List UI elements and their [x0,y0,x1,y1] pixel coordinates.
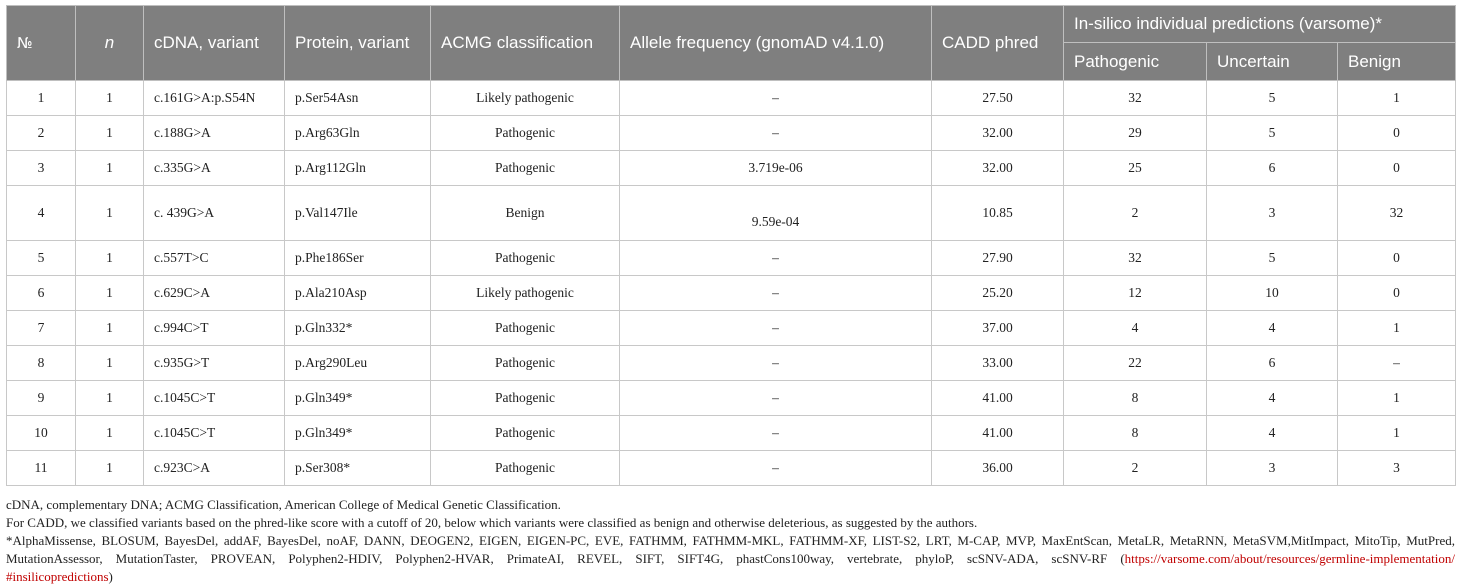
cell-allele-frequency: – [620,346,932,381]
cell-n: 1 [76,451,144,486]
cell-cadd: 27.50 [932,81,1064,116]
cell-protein: p.Val147Ile [285,186,431,241]
cell-cadd: 10.85 [932,186,1064,241]
cell-pathogenic: 12 [1064,276,1207,311]
cell-pathogenic: 8 [1064,416,1207,451]
cell-cdna: c.1045C>T [144,416,285,451]
cell-allele-frequency: 9.59e-04 [620,186,932,241]
cell-cadd: 25.20 [932,276,1064,311]
cell-no: 11 [7,451,76,486]
table-body [7,81,1456,486]
header-cdna: cDNA, variant [144,6,285,81]
cell-pathogenic: 25 [1064,151,1207,186]
table-row [7,116,1456,151]
cell-acmg: Pathogenic [431,346,620,381]
cell-benign: 1 [1338,416,1456,451]
cell-uncertain: 4 [1207,311,1338,346]
cell-uncertain: 3 [1207,186,1338,241]
cell-protein: p.Ala210Asp [285,276,431,311]
cell-n: 1 [76,241,144,276]
table-row [7,416,1456,451]
table-row [7,81,1456,116]
cell-acmg: Pathogenic [431,151,620,186]
cell-protein: p.Gln349* [285,381,431,416]
footnote-link-continued: #insilicopredictions) [6,569,113,584]
cell-no: 10 [7,416,76,451]
cell-allele-frequency: – [620,241,932,276]
cell-uncertain: 4 [1207,416,1338,451]
cell-pathogenic: 29 [1064,116,1207,151]
cell-acmg: Pathogenic [431,116,620,151]
table-row [7,346,1456,381]
table-row [7,186,1456,241]
cell-allele-frequency: – [620,416,932,451]
cell-protein: p.Ser308* [285,451,431,486]
footnote-abbreviations: cDNA, complementary DNA; ACMG Classification, American College of Medical Genetic Classification. [6,497,561,512]
cell-cdna: c.923C>A [144,451,285,486]
table-row [7,241,1456,276]
cell-pathogenic: 4 [1064,311,1207,346]
header-n: n [76,6,144,81]
cell-cadd: 37.00 [932,311,1064,346]
cell-cadd: 41.00 [932,381,1064,416]
cell-benign: 3 [1338,451,1456,486]
cell-n: 1 [76,381,144,416]
cell-pathogenic: 2 [1064,451,1207,486]
cell-no: 2 [7,116,76,151]
cell-allele-frequency: – [620,116,932,151]
cell-no: 8 [7,346,76,381]
table-row [7,151,1456,186]
header-acmg: ACMG classification [431,6,620,81]
cell-cdna: c.335G>A [144,151,285,186]
cell-no: 4 [7,186,76,241]
cell-no: 3 [7,151,76,186]
header-protein: Protein, variant [285,6,431,81]
table-footnotes [6,496,1455,586]
table-row [7,276,1456,311]
cell-uncertain: 3 [1207,451,1338,486]
cell-acmg: Pathogenic [431,381,620,416]
cell-benign: 0 [1338,116,1456,151]
cell-pathogenic: 32 [1064,81,1207,116]
cell-no: 7 [7,311,76,346]
cell-no: 5 [7,241,76,276]
header-uncertain: Uncertain [1207,43,1338,81]
cell-allele-frequency: – [620,276,932,311]
cell-allele-frequency: – [620,81,932,116]
cell-benign: 0 [1338,241,1456,276]
cell-protein: p.Gln332* [285,311,431,346]
cell-protein: p.Phe186Ser [285,241,431,276]
cell-benign: 1 [1338,81,1456,116]
cell-n: 1 [76,116,144,151]
cell-cadd: 27.90 [932,241,1064,276]
cell-cadd: 32.00 [932,151,1064,186]
cell-benign: 0 [1338,276,1456,311]
footnote-tools-list: *AlphaMissense, BLOSUM, BayesDel, addAF, BayesDel, noAF, DANN, DEOGEN2, EIGEN, EIGEN-PC, EVE, FATHMM, FATHMM-MKL, FATHMM-XF, LIST-S2, LRT, M-CAP, MVP, MaxEntScan, MetaLR, MetaRNN, MetaSVM,MitImpact, MitoTip, MutPred, MutationAssessor, MutationTaster, PROVEAN, Polyphen2-HDIV, Polyphen2-HVAR, PrimateAI, REVEL, SIFT, SIFT4G, phastCons100way, vertebrate, phyloP, scSNV-ADA, scSNV-RF [6,533,1455,566]
cell-n: 1 [76,186,144,241]
cell-pathogenic: 22 [1064,346,1207,381]
cell-allele-frequency: – [620,451,932,486]
cell-allele-frequency: – [620,381,932,416]
cell-protein: p.Ser54Asn [285,81,431,116]
variants-table [6,5,1456,486]
cell-uncertain: 6 [1207,346,1338,381]
header-insilico: In-silico individual predictions (varsome)* [1064,6,1456,43]
table-row [7,381,1456,416]
cell-cadd: 41.00 [932,416,1064,451]
cell-cadd: 33.00 [932,346,1064,381]
cell-uncertain: 10 [1207,276,1338,311]
cell-cdna: c.188G>A [144,116,285,151]
cell-acmg: Pathogenic [431,241,620,276]
cell-protein: p.Arg112Gln [285,151,431,186]
cell-cdna: c. 439G>A [144,186,285,241]
footnote-cadd: For CADD, we classified variants based on the phred-like score with a cutoff of 20, below which variants were classified as benign and otherwise deleterious, as suggested by the authors. [6,515,978,530]
table-row [7,451,1456,486]
cell-pathogenic: 8 [1064,381,1207,416]
cell-cdna: c.557T>C [144,241,285,276]
cell-cadd: 32.00 [932,116,1064,151]
header-allele-frequency: Allele frequency (gnomAD v4.1.0) [620,6,932,81]
cell-allele-frequency: 3.719e-06 [620,151,932,186]
cell-acmg: Pathogenic [431,416,620,451]
cell-benign: – [1338,346,1456,381]
cell-uncertain: 4 [1207,381,1338,416]
cell-protein: p.Arg290Leu [285,346,431,381]
cell-uncertain: 5 [1207,116,1338,151]
cell-uncertain: 5 [1207,241,1338,276]
cell-n: 1 [76,81,144,116]
header-benign: Benign [1338,43,1456,81]
cell-uncertain: 5 [1207,81,1338,116]
cell-benign: 32 [1338,186,1456,241]
cell-cdna: c.1045C>T [144,381,285,416]
cell-acmg: Benign [431,186,620,241]
variants-table-figure [6,5,1455,586]
cell-no: 1 [7,81,76,116]
header-no: № [7,6,76,81]
cell-allele-frequency: – [620,311,932,346]
footnote-tools: *AlphaMissense, BLOSUM, BayesDel, addAF, BayesDel, noAF, DANN, DEOGEN2, EIGEN, EIGEN-PC, EVE, FATHMM, FATHMM-MKL, FATHMM-XF, LIST-S2, LRT, M-CAP, MVP, MaxEntScan, MetaLR, MetaRNN, MetaSVM,MitImpact, MitoTip, MutPred, MutationAssessor, MutationTaster, PROVEAN, Polyphen2-HDIV, Polyphen2-HVAR, PrimateAI, REVEL, SIFT, SIFT4G, phastCons100way, vertebrate, phyloP, scSNV-ADA, scSNV-RF (https://varsome.com/about/resources/germline-implementation/ [6,533,1455,566]
header-cadd: CADD phred [932,6,1064,81]
varsome-link-anchor[interactable]: #insilicopredictions [6,569,109,584]
cell-no: 9 [7,381,76,416]
table-row [7,311,1456,346]
cell-acmg: Pathogenic [431,451,620,486]
cell-n: 1 [76,151,144,186]
cell-acmg: Likely pathogenic [431,276,620,311]
cell-uncertain: 6 [1207,151,1338,186]
cell-benign: 1 [1338,311,1456,346]
cell-pathogenic: 2 [1064,186,1207,241]
cell-protein: p.Gln349* [285,416,431,451]
cell-benign: 1 [1338,381,1456,416]
cell-cdna: c.161G>A:p.S54N [144,81,285,116]
cell-n: 1 [76,276,144,311]
cell-n: 1 [76,416,144,451]
cell-protein: p.Arg63Gln [285,116,431,151]
cell-cadd: 36.00 [932,451,1064,486]
varsome-link[interactable]: https://varsome.com/about/resources/germline-implementation/ [1124,551,1455,566]
cell-pathogenic: 32 [1064,241,1207,276]
cell-no: 6 [7,276,76,311]
cell-acmg: Pathogenic [431,311,620,346]
cell-cdna: c.629C>A [144,276,285,311]
cell-n: 1 [76,311,144,346]
cell-n: 1 [76,346,144,381]
cell-cdna: c.935G>T [144,346,285,381]
cell-cdna: c.994C>T [144,311,285,346]
header-pathogenic: Pathogenic [1064,43,1207,81]
cell-acmg: Likely pathogenic [431,81,620,116]
cell-benign: 0 [1338,151,1456,186]
